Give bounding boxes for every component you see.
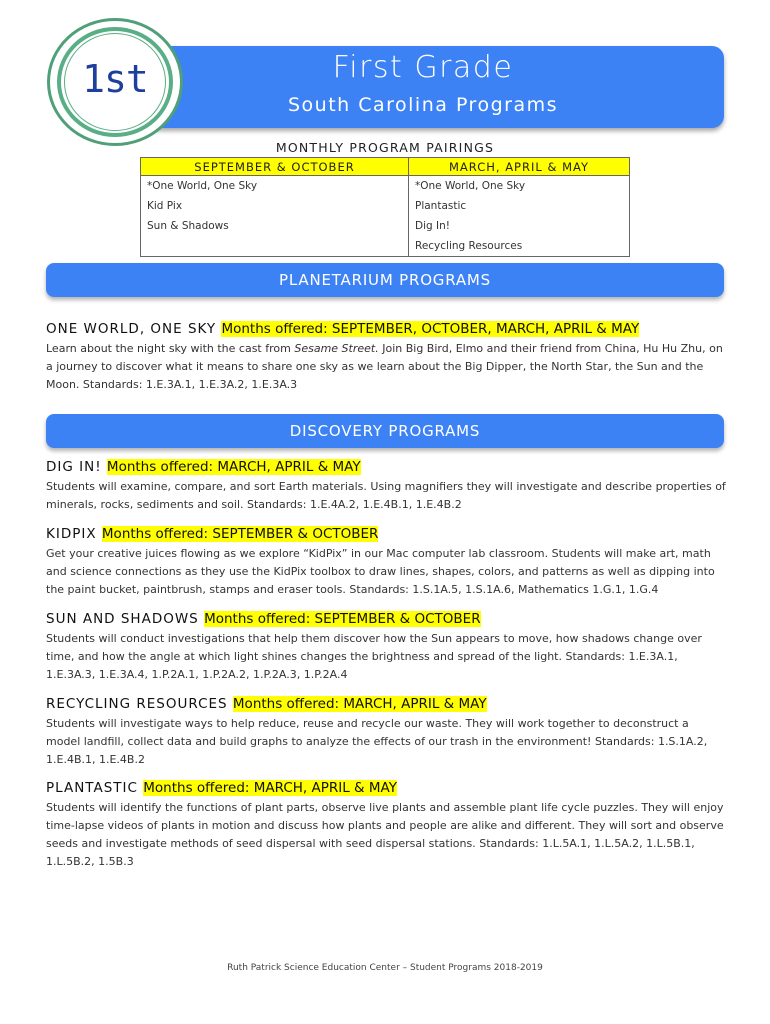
program-title: RECYCLING RESOURCES [46, 696, 228, 712]
pairings-cell: Kid Pix [141, 196, 409, 216]
months-offered: Months offered: SEPTEMBER & OCTOBER [204, 611, 481, 627]
program-plantastic [46, 778, 726, 871]
program-dig-in [46, 457, 726, 514]
pairings-cell: Plantastic [409, 196, 630, 216]
pairings-cell: *One World, One Sky [409, 176, 630, 197]
pairings-column-header: MARCH, APRIL & MAY [409, 158, 630, 176]
program-recycling-resources [46, 694, 726, 769]
pairings-cell: Dig In! [409, 216, 630, 236]
pairings-cell: *One World, One Sky [141, 176, 409, 197]
program-one-world-one-sky [46, 319, 726, 394]
program-description: Students will investigate ways to help reduce, reuse and recycle our waste. They will work together to deconstruct a model landfill, collect data and build graphs to analyze the effects of our trash in the environment! Standards: 1.S.1A.2, 1.E.4B.1, 1.E.4B.2 [46, 717, 708, 766]
program-sun-and-shadows [46, 609, 726, 684]
program-title: PLANTASTIC [46, 780, 138, 796]
months-offered: Months offered: SEPTEMBER & OCTOBER [101, 526, 379, 542]
program-title: ONE WORLD, ONE SKY [46, 321, 217, 337]
program-title: DIG IN! [46, 459, 102, 475]
pairings-heading: MONTHLY PROGRAM PAIRINGS [275, 140, 495, 155]
grade-seal [47, 18, 183, 146]
discovery-heading: DISCOVERY PROGRAMS [46, 414, 724, 448]
program-title-line [46, 319, 726, 339]
header-banner [122, 46, 724, 128]
program-description [46, 340, 726, 394]
program-kidpix [46, 524, 726, 599]
months-offered: Months offered: MARCH, APRIL & MAY [232, 696, 487, 712]
pairings-column-header: SEPTEMBER & OCTOBER [141, 158, 409, 176]
program-title-line [46, 694, 726, 714]
pairings-cell: Sun & Shadows [141, 216, 409, 236]
pairings-cell [141, 236, 409, 257]
months-offered: Months offered: MARCH, APRIL & MAY [106, 459, 361, 475]
program-title-line [46, 457, 726, 477]
description-text: Join Big Bird, Elmo and their friend from China, Hu Hu Zhu, on a journey to discover what it means to share one sky as we learn about the Big Dipper, the North Star, the Sun and the Moon. Standards: 1.E.3A.1, 1.E.3A.2, 1.E.3A.3 [46, 342, 723, 391]
program-title: SUN AND SHADOWS [46, 611, 199, 627]
program-description: Students will identify the functions of plant parts, observe live plants and assemble plant life cycle puzzles. They will enjoy time-lapse videos of plants in motion and discuss how plants and people are alike and different. They will sort and observe seeds and investigate methods of seed dispersal with seed dispersal stations. Standards: 1.L.5A.1, 1.L.5A.2, 1.L.5B.1, 1.L.5B.2, 1.5B.3 [46, 801, 724, 868]
page-title: First Grade [332, 50, 514, 85]
page-footer: Ruth Patrick Science Education Center – Student Programs 2018-2019 [227, 963, 543, 973]
page-subtitle: South Carolina Programs [287, 94, 559, 116]
program-title: KIDPIX [46, 526, 97, 542]
months-offered: Months offered: SEPTEMBER, OCTOBER, MARCH, APRIL & MAY [221, 321, 640, 337]
months-offered: Months offered: MARCH, APRIL & MAY [143, 780, 397, 796]
program-title-line [46, 778, 726, 798]
program-description: Students will examine, compare, and sort Earth materials. Using magnifiers they will investigate and describe properties of minerals, rocks, sediments and soil. Standards: 1.E.4A.2, 1.E.4B.1, 1.E.4B.2 [46, 480, 726, 511]
pairings-cell: Recycling Resources [409, 236, 630, 257]
description-text: Learn about the night sky with the cast from [46, 342, 295, 355]
program-description: Get your creative juices flowing as we explore “KidPix” in our Mac computer lab classroom. Students will make art, math and science connections as they use the KidPix toolbox to draw lines, shapes, colors, and patterns as well as dipping into the paint bucket, paintbrush, stamps and eraser tools. Standards: 1.S.1A.5, 1.S.1A.6, Mathematics 1.G.1, 1.G.4 [46, 547, 715, 596]
program-title-line [46, 524, 726, 544]
seal-text: 1st [82, 57, 148, 101]
planetarium-heading: PLANETARIUM PROGRAMS [46, 263, 724, 297]
program-description: Students will conduct investigations that help them discover how the Sun appears to move, how shadows change over time, and how the angle at which light shines changes the brightness and spread of the light. Standards: 1.E.3A.1, 1.E.3A.3, 1.E.3A.4, 1.P.2A.1, 1.P.2A.2, 1.P.2A.3, 1.P.2A.4 [46, 632, 702, 681]
program-title-line [46, 609, 726, 629]
description-italic: Sesame Street. [294, 342, 379, 355]
pairings-table [140, 157, 630, 257]
